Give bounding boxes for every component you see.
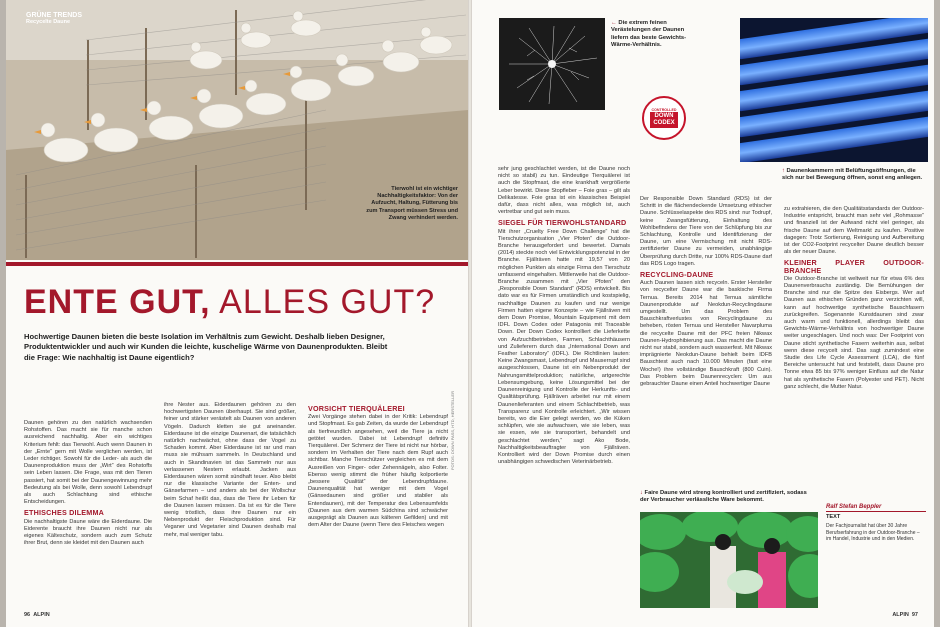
bottom-caption-text: Faire Daune wird streng kontrolliert und zertifiziert, sodass der Verbraucher verlässliche Ware bekommt. <box>640 490 807 504</box>
feather-photo <box>499 18 605 110</box>
photo-credit: FOTOS: DOWN PASS, HTD, HERSTELLER <box>450 391 455 470</box>
left-column-2 <box>164 402 296 539</box>
ducks-photo <box>6 0 468 260</box>
right-column-3 <box>784 206 924 391</box>
paragraph-intro: Daunen gehören zu den natürlich wachsenden Rohstoffen. Das macht sie für manche schon ausreichend nachhaltig. Aber ein wichtiges Kriterium fehlt: das Tierwohl. Auch wenn Daunen in der „Ernte“ gern mit Wolle verglichen werden, ist Leder richtiger. Sowohl für die Leder- als auch die Daunenproduktion muss der „Wirt“ des Rohstoffs sein Leben lassen. Die Frage, was mit den Tieren passiert, hat somit bei der Daunengewinnung mehr Bedeutung als bei Wolle, denn sowohl Lebendrupf als auch Schlachtung sind ethische Entscheidungen. <box>24 420 152 506</box>
ducks-photo-caption: Tierwohl ist ein wichtiger Nachhaltigkeitsfaktor: Von der Aufzucht, Haltung, Fütterung bis zum Transport müssen Stress und Zwang verhindert werden. <box>366 186 458 221</box>
paragraph-outdoor-branche: Die Outdoor-Branche ist weltweit nur für etwa 6% des Daunenverbrauchs zuständig. Die Bemühungen der Branche sind nur die Spitze des Eisbergs. Wer auf Daunen aus ethischen Gründen ganz verzichten will, kann auf hochwertige synthetische Bauschfasern zurückgreifen. Sogenannte Kunstdaunen sind zwar auch warm und funktionell, allerdings bleibt das Gewichts-Wärme-Verhältnis von hochwertiger Daune weiter ungeschlagen. Und noch was: Der Footprint von Daune sticht synthetische Fasern weiterhin aus, selbst wenn diese recycelt sind. Das sagt zumindest eine Studie des Life Cycle Assessment (LCA), die fünf Bereiche untersucht hat und feststellt, dass Daune pro Tonne etwa 85 bis 97% weniger Einfluss auf die Natur hat als synthetische Fasern (Polyester und PET). Nicht ganz schlecht, die Mutter Natur. <box>784 275 924 390</box>
right-magazine-name: ALPIN <box>892 612 909 618</box>
feather-caption-text: Die extrem feinen Verästelungen der Daunen liefern das beste Gewichts-Wärme-Verhältnis. <box>611 20 687 49</box>
badge-label <box>650 112 677 127</box>
bottom-caption <box>640 490 808 505</box>
jacket-caption-block <box>782 168 924 183</box>
jacket-photo <box>740 18 928 162</box>
article-lead: Hochwertige Daunen bieten die beste Isolation im Verhältnis zum Gewicht. Deshalb lieben Designer, Produktentwickler und auch wir Kunden die leichte, kuschelige Wärme von Daunenprodukten. Bleibt die Frage: Wie nachhaltig ist Daune eigentlich? <box>24 332 388 362</box>
feather-caption <box>611 20 699 50</box>
author-label: TEXT <box>826 514 841 520</box>
right-page-number: 97 <box>911 612 918 618</box>
paragraph-extrahieren: zu extrahieren, die den Qualitätsstandards der Outdoor-Industrie entspricht, braucht man sehr viel „Rohmasse“ und finanziell ist der Aufwand nicht viel geringer, als frische Daune auf dem Weltmarkt zu kaufen. Positive dagegen: Trotz Sortierung, Reinigung und Aufbereitung ist der CO2-Footprint recycelter Daune deutlich besser als der neuer Daune. <box>784 206 924 256</box>
badge-line-2: CODEX <box>653 120 675 126</box>
down-codex-badge <box>642 96 686 140</box>
bottom-caption-block <box>640 490 808 505</box>
section-label: GRÜNE TRENDS <box>26 12 83 19</box>
paragraph-recycling: Auch Daunen lassen sich recyceln. Erster Hersteller von recycelter Daune war die baskische Firma Ternua. Bereits 2014 hat Ternua sämtliche Daunenprodukte auf Neokdun-Recyclingdaune umgestellt. Um das Problem des Bauschkraftverlustes von Recyclingdaune zu beheben, rösten Ternua und Hersteller Navarpluma die recycelte Daune mit der PFC freien Nikwax Daunen-Hydrophibierung aus. Das macht die Daune nicht nur stabil, sondern auch wasserfest. Mit Nikwax imprägnierte Neokdun-Daune behielt beim IDFB Bauschtest auch nach 10.000 Minuten (fast eine Woche!) ihre vollständige Bauschkraft (800 Cuin). Das Problem beim Daunenrecyclen: Um aus gebrauchter Daune einen Anteil hochwertiger Daune <box>640 280 772 388</box>
heading-kleiner-player: KLEINER PLAYER OUTDOOR-BRANCHE <box>784 258 924 275</box>
heading-vorsicht: VORSICHT TIERQUÄLEREI <box>308 404 405 413</box>
heading-ethisches-dilemma: ETHISCHES DILEMMA <box>24 508 105 518</box>
feather-illustration <box>499 18 605 110</box>
left-page-number: 96 <box>24 612 31 618</box>
title-light: ALLES GUT? <box>219 283 436 321</box>
title-rule <box>6 262 468 266</box>
author-box <box>826 504 926 543</box>
right-page <box>472 0 934 627</box>
paragraph-eiderdaune: Die nachhaltigste Daune wäre die Eiderdaune. Die Eiderente braucht ihre Daunen nicht nur als eigenes Kälteschutz, sondern auch zum Schutz ihrer Brut, denn sie kleidet mit den Daunen auch <box>24 518 152 547</box>
jacket-caption-text: Daunenkammern mit Belüftungsöffnungen, die sich nur bei Bewegung öffnen, sonst eng anliegen. <box>782 168 923 182</box>
title-bold: ENTE GUT, <box>24 283 211 321</box>
paragraph-rds: Der Responsible Down Standard (RDS) ist der Schritt in die flächendeckende Umsetzung ethischer Daune. Schlüsselaspekte des RDS sind: nur Todrupf, keine Zwangsfütterung, Einhaltung des Wohlbefindens der Tiere von der Schlüpfung bis zur Schlachtung, Kontrolle und Identifizierung der Daune, um eine Vermischung mit nicht RDS-zertifizierter Daune zu vermeiden, unabhängige Überprüfung durch Dritte, nur 100% RDS-Daune darf das RDS Logo tragen. <box>640 196 772 267</box>
arrow-up-icon: ↑ <box>782 168 785 174</box>
jacket-illustration <box>740 18 928 162</box>
workers-illustration <box>640 512 818 608</box>
right-column-2 <box>640 196 772 388</box>
section-topic: Recycelte Daune <box>26 19 71 25</box>
paragraph-nester: ihre Nester aus. Eiderdaunen gehören zu den hochwertigsten Daunen überhaupt. Sie sind größer, feiner und stärker verästelt als Daunen von anderen Vögeln. Dadurch kletten sie gut aneinander. Eiderdaune ist die einzige Daunenart, die tatsächlich natürlich nachwächst, ohne dass der Vogel zu Schaden kommt. Aber Eiderdaune ist rar und man muss sie mühsam sammeln. In Deutschland und auch in Skandinavien ist das Sammeln nur aus verlassenen Nestern erlaubt. Jacken aus Eiderdaunen wären somit sündhaft teuer. Also bleibt nur die klassische Variante der Enten- und Gänsefarmen – und anders als bei der Wollschur beim Schaf heißt das, dass die Tiere ihr Leben für die Daunen lassen müssen. Da ist es für die Tiere wenig tröstlich, dass ihre Daunen nur ein Nebenprodukt der Fleischproduktion sind. Für Veganer und Vegetarier sind Daunen deshalb mal mehr, mal weniger tabu. <box>164 402 296 538</box>
heading-siegel: SIEGEL FÜR TIERWOHLSTANDARD <box>498 218 627 228</box>
badge-line-1: DOWN <box>654 113 674 120</box>
author-name: Ralf Stefan Beppler <box>826 504 926 512</box>
workers-photo <box>640 512 818 608</box>
jacket-caption <box>782 168 924 183</box>
section-kicker <box>26 12 82 25</box>
left-column-3 <box>308 402 448 529</box>
heading-recycling: RECYCLING-DAUNE <box>640 270 714 280</box>
author-bio: Der Fachjournalist hat über 30 Jahre Berufserfahrung in der Outdoor-Branche – im Handel, Industrie und in den Medien. <box>826 523 920 543</box>
paragraph-tierquaelerei: Zwei Vorgänge stehen dabei in der Kritik: Lebendrupf und Stopfmast. Es gab Zeiten, da wurde der Lebendrupf als tierfreundlich angesehen, weil die Tiere ja nicht getötet wurden. Dabei ist Lebendrupf definitiv Tierquälerei. Der Schmerz der Tiere ist nicht nur hörbar, sondern im Verhalten der Tiere nach dem Rupf auch sichtbar. Manche Tierschützer vergleichen es mit dem Ausreißen von Finger- oder Zehennägeln, also Folter. Ebenso wenig stimmt die früher häufig kolportierte „bessere Qualität“ der Lebendrupfdaune. Daunenqualität hat weniger mit dem Vogel (Gänsedaunen sind größer und stabiler als Entendaunen), mit der Temperatur des Lebensumfelds (Daunen aus dem warmen Südchina sind schwächer ausgeprägt als Daunen aus kälteren Gefilden) und mit dem Alter der Daune (wenn Tiere des Fleisches wegen <box>308 414 448 529</box>
feather-caption-block <box>611 20 699 50</box>
badge-ring-text: CONTROLLED <box>651 108 677 113</box>
right-column-1 <box>498 166 630 466</box>
left-folio <box>24 612 50 618</box>
article-title <box>24 283 435 322</box>
paragraph-stopfmast: sehr jung geschlachtet werden, ist die Daune noch nicht so stabil) zu tun. Eindeutige Tierquälerei ist auch die Stopfmast, die eine krankhaft vergrößerte Leber bewirkt. Diese Stopfleber – Foie gras – gilt als Delikatesse. Foie gras ist ein klassisches Beispiel dafür, dass nicht alles, was möglich ist, auch vertretbar und gut sein muss. <box>498 166 630 216</box>
arrow-down-icon: ↓ <box>640 490 643 496</box>
paragraph-siegel: Mit ihrer „Cruelty Free Down Challenge“ hat die Tierschutzorganisation „Vier Pfoten“ die Outdoor-Branche herausgefordert und bewertet. Damals (2014) steckte noch viel Entwicklungspotenzial in der Branche. Fjällräven hatte mit 19,57 von 20 möglichen Punkten als einzige Firma den Tierschutz umfassend eingehalten. Mittlerweile hat die Outdoor-Branche zusammen mit „Vier Pfoten“ den „Responsible Down Standard“ (RDS) entwickelt. Bis dato war es für Firmen umständlich und kostspielig, nachhaltige Daunen zu kaufen und nur wenige Firmen hatten eigene Konzepte – wie Fjällräven mit dem Down Promise, Mountain Equipment mit dem IDFL Down Codex oder Patagonia mit Traceable Down. Der Down Codex kontrolliert die Lieferkette von Aufzuchtbetrieben, Farmen, Schlachthäusern und Zulieferern durch das „International Down and Feather Laboratory“ (IDFL). Die Richtlinien lauten: Keine Zwangsmast, Lebendrupf und Mauserrupf sind ausgeschlossen, Daune ist ein Nebenprodukt der Nahrungsmittelproduktion; natürliche, artgerechte Lebensumgebung, keine Lösungsmittel bei der Daunenreinigung und Kontrolle der Herkunfts- und Qualitätsprüfung. Fjällräven arbeitet nur mit einem Daunenlieferanten und einem Schlachtbetrieb, was Transparenz und Kontrolle erleichtert. „Wir wissen bereits, wo die Eier gelegt werden, wo die Küken schlüpfen, wie sie aufwachsen, wie sie leben, was sie essen, wie sie transportiert, behandelt und geschlachtet werden,“ sagt Ako Bode, Nachhaltigkeitsbeauftragter von Fjällräven. Kontrolliert wird der Down Promise durch einen unabhängigen schwedischen Veterinärbetrieb. <box>498 228 630 466</box>
arrow-left-icon: ← <box>611 20 617 26</box>
left-magazine-name: ALPIN <box>33 612 50 618</box>
left-page <box>6 0 468 627</box>
left-column-1 <box>24 420 152 547</box>
right-folio <box>892 612 918 618</box>
